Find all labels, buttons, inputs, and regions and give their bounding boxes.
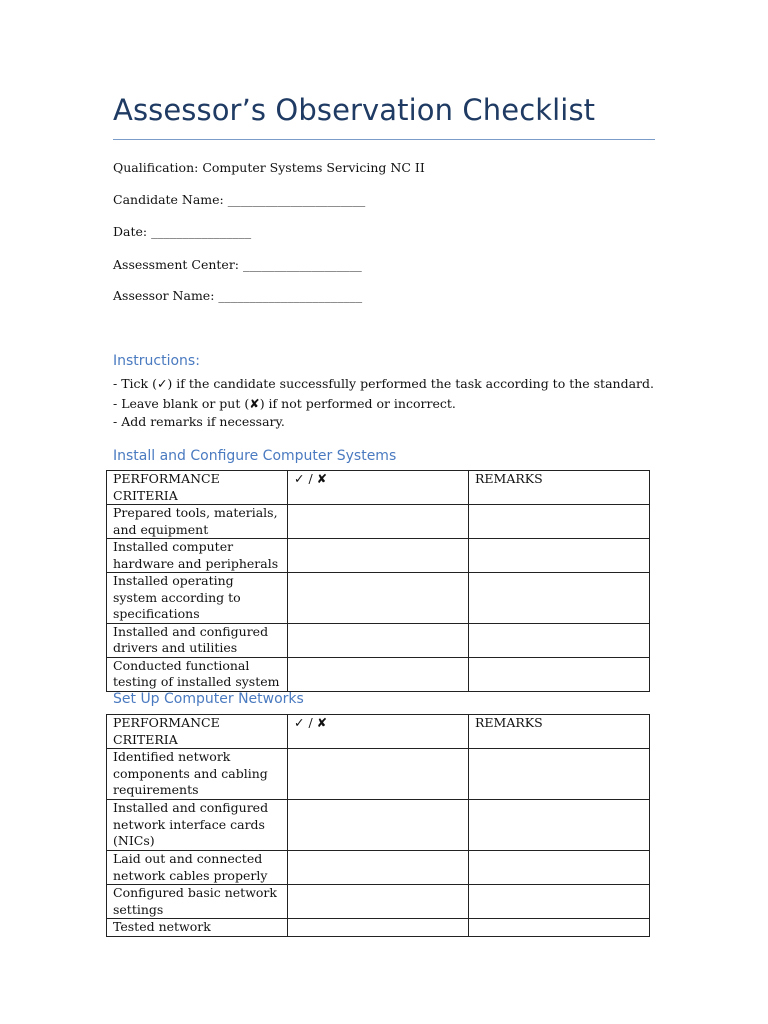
remarks-cell[interactable] bbox=[469, 749, 650, 800]
check-cell[interactable] bbox=[288, 800, 469, 851]
table-row bbox=[107, 851, 650, 885]
table-row bbox=[107, 749, 650, 800]
table-row bbox=[107, 885, 650, 919]
remarks-cell[interactable] bbox=[469, 623, 650, 657]
check-cell[interactable] bbox=[288, 919, 469, 937]
criteria-cell: Identified network components and cabling requirements bbox=[107, 749, 288, 800]
check-cell[interactable] bbox=[288, 749, 469, 800]
remarks-cell[interactable] bbox=[469, 573, 650, 624]
remarks-cell[interactable] bbox=[469, 885, 650, 919]
check-cell[interactable] bbox=[288, 573, 469, 624]
remarks-cell[interactable] bbox=[469, 851, 650, 885]
instructions-heading: Instructions: bbox=[113, 353, 200, 369]
page-title: Assessor’s Observation Checklist bbox=[113, 93, 596, 127]
remarks-cell[interactable] bbox=[469, 539, 650, 573]
remarks-cell[interactable] bbox=[469, 919, 650, 937]
instruction-line: - Leave blank or put (✘) if not performed or incorrect. bbox=[113, 396, 456, 411]
column-header-remarks: REMARKS bbox=[469, 715, 650, 749]
check-cell[interactable] bbox=[288, 623, 469, 657]
table-row bbox=[107, 657, 650, 691]
criteria-cell: Installed computer hardware and peripherals bbox=[107, 539, 288, 573]
criteria-cell: Prepared tools, materials, and equipment bbox=[107, 505, 288, 539]
remarks-cell[interactable] bbox=[469, 657, 650, 691]
date-field: Date: ________________ bbox=[113, 224, 252, 239]
criteria-cell: Conducted functional testing of installed system bbox=[107, 657, 288, 691]
column-header-criteria: PERFORMANCE CRITERIA bbox=[107, 471, 288, 505]
qualification-field: Qualification: Computer Systems Servicing NC II bbox=[113, 160, 425, 175]
table-row bbox=[107, 573, 650, 624]
table-header-row bbox=[107, 715, 650, 749]
criteria-cell: Tested network bbox=[107, 919, 288, 937]
check-cell[interactable] bbox=[288, 657, 469, 691]
checklist-table-network bbox=[106, 714, 650, 937]
section-heading-install-configure: Install and Configure Computer Systems bbox=[113, 448, 397, 464]
candidate-name-field: Candidate Name: ______________________ bbox=[113, 192, 366, 207]
column-header-remarks: REMARKS bbox=[469, 471, 650, 505]
table-row bbox=[107, 919, 650, 937]
check-cell[interactable] bbox=[288, 539, 469, 573]
criteria-cell: Configured basic network settings bbox=[107, 885, 288, 919]
remarks-cell[interactable] bbox=[469, 800, 650, 851]
table-header-row bbox=[107, 471, 650, 505]
table-row bbox=[107, 505, 650, 539]
column-header-criteria: PERFORMANCE CRITERIA bbox=[107, 715, 288, 749]
column-header-check: ✓ / ✘ bbox=[288, 715, 469, 749]
criteria-cell: Installed and configured network interface cards (NICs) bbox=[107, 800, 288, 851]
remarks-cell[interactable] bbox=[469, 505, 650, 539]
title-underline bbox=[113, 139, 655, 140]
criteria-cell: Laid out and connected network cables properly bbox=[107, 851, 288, 885]
assessor-name-field: Assessor Name: _______________________ bbox=[113, 288, 363, 303]
table-row bbox=[107, 539, 650, 573]
instruction-line: - Add remarks if necessary. bbox=[113, 414, 285, 429]
section-heading-network: Set Up Computer Networks bbox=[113, 691, 304, 707]
instruction-line: - Tick (✓) if the candidate successfully performed the task according to the standard. bbox=[113, 376, 654, 391]
check-cell[interactable] bbox=[288, 505, 469, 539]
check-cell[interactable] bbox=[288, 885, 469, 919]
criteria-cell: Installed and configured drivers and utilities bbox=[107, 623, 288, 657]
table-row bbox=[107, 800, 650, 851]
checklist-table-install-configure bbox=[106, 470, 650, 692]
assessment-center-field: Assessment Center: ___________________ bbox=[113, 257, 362, 272]
criteria-cell: Installed operating system according to specifications bbox=[107, 573, 288, 624]
table-row bbox=[107, 623, 650, 657]
column-header-check: ✓ / ✘ bbox=[288, 471, 469, 505]
check-cell[interactable] bbox=[288, 851, 469, 885]
